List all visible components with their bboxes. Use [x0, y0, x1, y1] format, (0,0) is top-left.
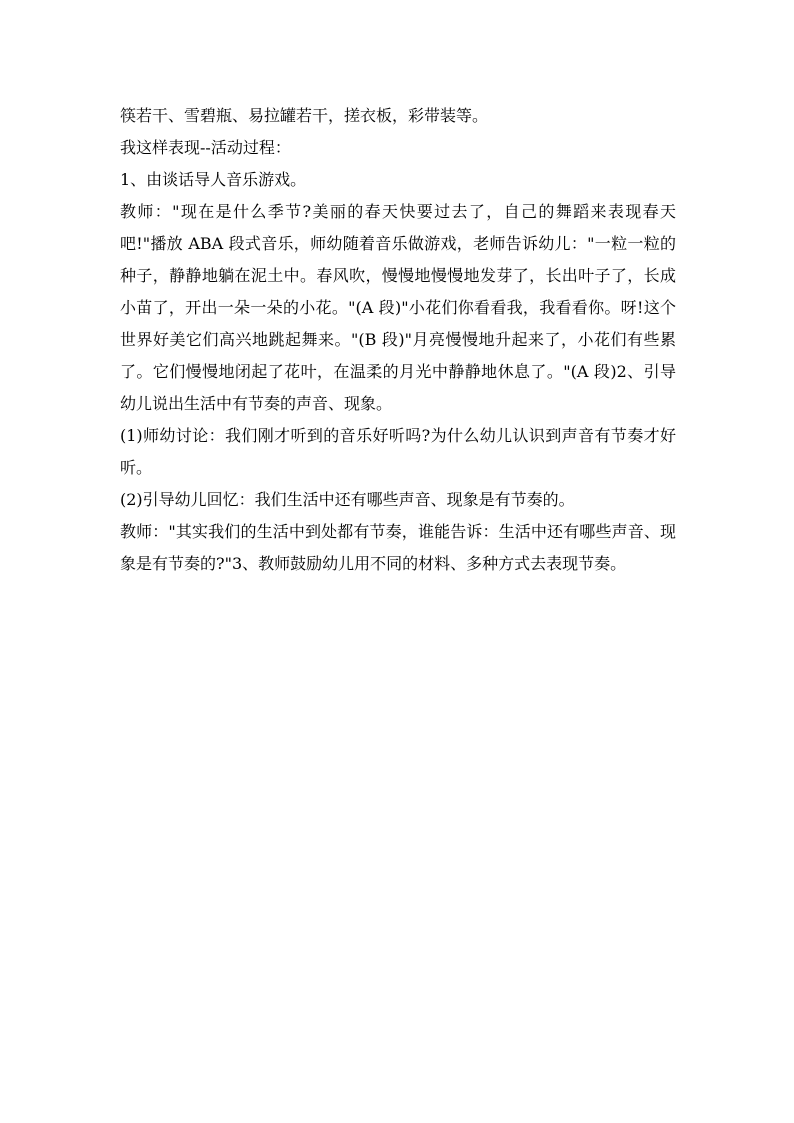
paragraph-materials: 筷若干、雪碧瓶、易拉罐若干，搓衣板，彩带装等。 [120, 106, 489, 125]
paragraph-teacher-rhythm: 教师："其实我们的生活中到处都有节奏，谁能告诉：生活中还有哪些声音、现象是有节奏的?"3、教师鼓励幼儿用不同的材料、多种方式去表现节奏。 [120, 522, 676, 573]
paragraph-process-heading: 我这样表现--活动过程： [120, 138, 291, 157]
paragraph-step-1: 1、由谈话导人音乐游戏。 [120, 170, 307, 189]
paragraph-recall: (2)引导幼儿回忆：我们生活中还有哪些声音、现象是有节奏的。 [120, 490, 575, 509]
paragraph-discussion: (1)师幼讨论：我们刚才听到的音乐好听吗?为什么幼儿认识到声音有节奏才好听。 [120, 426, 676, 477]
paragraph-teacher-story: 教师："现在是什么季节?美丽的春天快要过去了，自己的舞蹈来表现春天吧!"播放 ABA 段式音乐，师幼随着音乐做游戏，老师告诉幼儿："一粒一粒的种子，静静地躺在泥土中。春风吹，慢慢地慢慢地发芽了，长出叶子了，长成小苗了，开出一朵一朵的小花。"(A 段)"小花们你看看我，我看看你。呀!这个世界好美它们高兴地跳起舞来。"(B 段)"月亮慢慢地升起来了，小花们有些累了。它们慢慢地闭起了花叶，在温柔的月光中静静地休息了。"(A 段)2、引导幼儿说出生活中有节奏的声音、现象。 [120, 202, 676, 413]
document-body [120, 100, 676, 580]
